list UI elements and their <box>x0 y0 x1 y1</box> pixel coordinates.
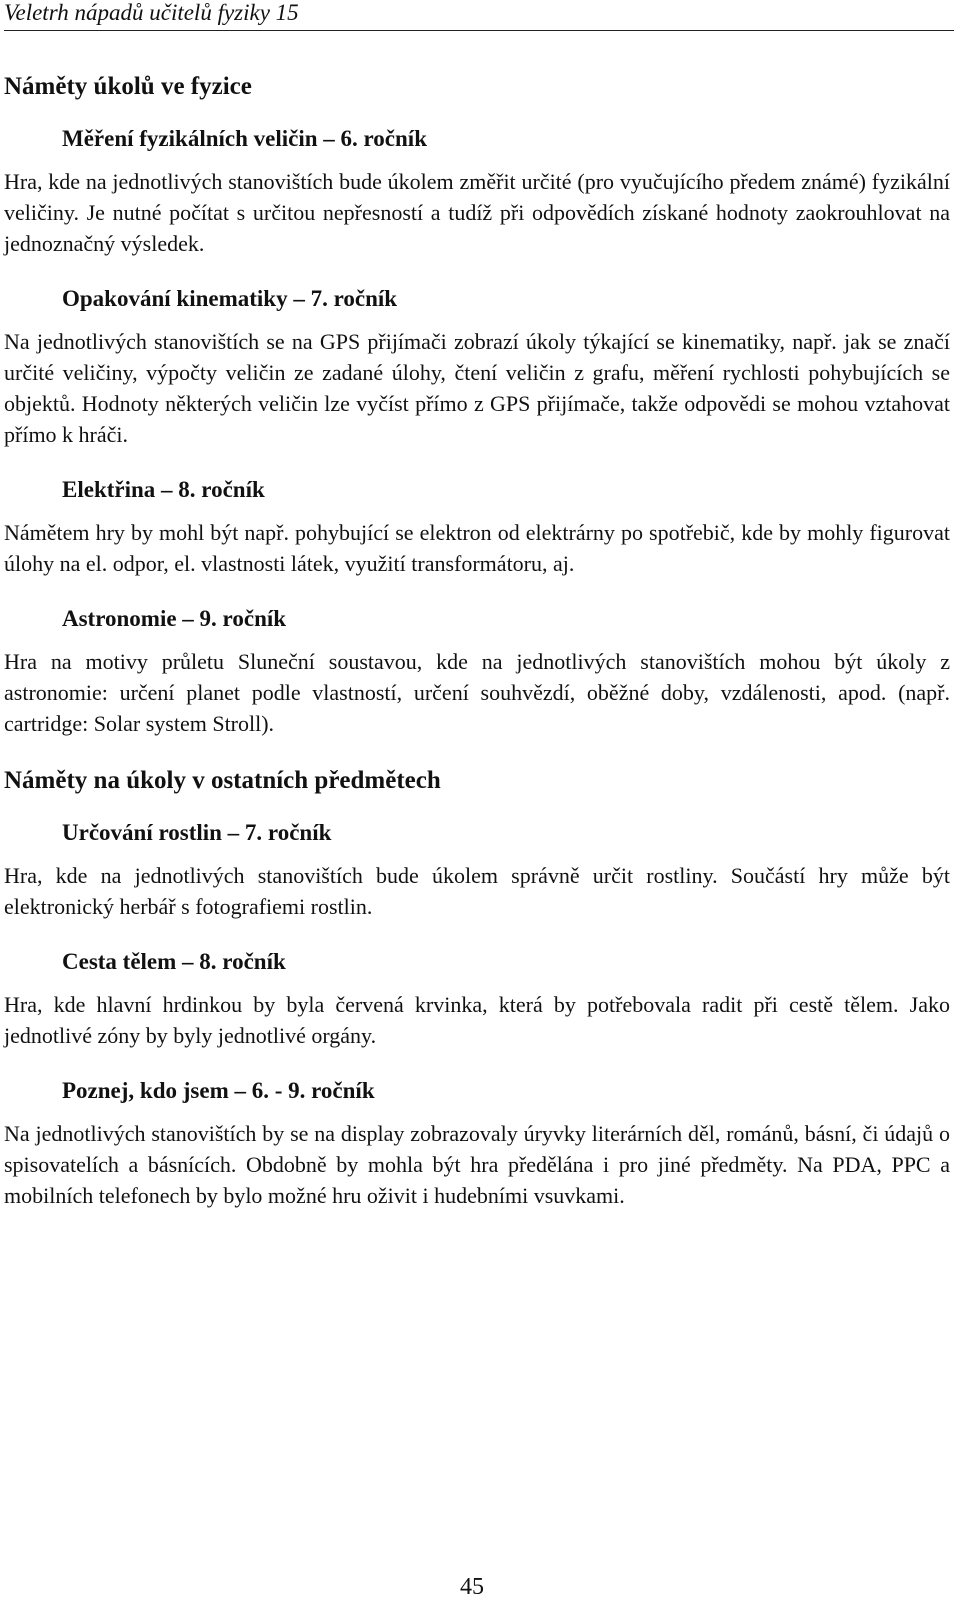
paragraph-kinematics: Na jednotlivých stanovištích se na GPS přijímači zobrazí úkoly týkající se kinematiky, např. jak se značí určité veličiny, výpočty veličin ze zadané úlohy, čtení veličin z grafu, měření rychlosti pohybujících se objektů. Hodnoty některých veličin lze vyčíst přímo z GPS přijímače, takže odpovědi se mohou vztahovat přímo k hráči. <box>4 329 950 447</box>
subsection-title-electricity: Elektřina – 8. ročník <box>62 477 265 502</box>
paragraph-electricity: Námětem hry by mohl být např. pohybující se elektron od elektrárny po spotřebič, kde by mohly figurovat úlohy na el. odpor, el. vlastnosti látek, využití transformátoru, aj. <box>4 520 950 576</box>
section-title-physics: Náměty úkolů ve fyzice <box>4 73 252 100</box>
page-content <box>4 70 950 1236</box>
page-number: 45 <box>460 1574 484 1600</box>
subsection-title-plants: Určování rostlin – 7. ročník <box>62 820 332 845</box>
paragraph-who-am-i: Na jednotlivých stanovištích by se na display zobrazovaly úryvky literárních děl, románů, básní, či údajů o spisovatelích a básnících. Obdobně by mohla být hra předělána i pro jiné předměty. Na PDA, PPC a mobilních telefonech by bylo možné hru oživit i hudebními vsuvkami. <box>4 1121 950 1208</box>
paragraph-plants: Hra, kde na jednotlivých stanovištích bude úkolem správně určit rostliny. Součástí hry může být elektronický herbář s fotografiemi rostlin. <box>4 863 950 919</box>
paragraph-body-journey: Hra, kde hlavní hrdinkou by byla červená krvinka, která by potřebovala radit při cestě tělem. Jako jednotlivé zóny by byly jednotlivé orgány. <box>4 992 950 1048</box>
paragraph-astronomy: Hra na motivy průletu Sluneční soustavou, kde na jednotlivých stanovištích mohou být úkoly z astronomie: určení planet podle vlastností, určení souhvězdí, oběžné doby, vzdálenosti, apod. (např. cartridge: Solar system Stroll). <box>4 649 950 736</box>
subsection-title-kinematics: Opakování kinematiky – 7. ročník <box>62 286 398 311</box>
subsection-title-astronomy: Astronomie – 9. ročník <box>62 606 287 631</box>
section-title-other-subjects: Náměty na úkoly v ostatních předmětech <box>4 767 441 794</box>
running-header: Veletrh nápadů učitelů fyziky 15 <box>4 0 954 31</box>
subsection-title-body-journey: Cesta tělem – 8. ročník <box>62 949 286 974</box>
paragraph-measurement: Hra, kde na jednotlivých stanovištích bude úkolem změřit určité (pro vyučujícího předem známé) fyzikální veličiny. Je nutné počítat s určitou nepřesností a tudíž při odpovědích získané hodnoty zaokrouhlovat na jednoznačný výsledek. <box>4 169 950 256</box>
subsection-title-measurement: Měření fyzikálních veličin – 6. ročník <box>62 126 427 151</box>
subsection-title-who-am-i: Poznej, kdo jsem – 6. - 9. ročník <box>62 1078 375 1103</box>
